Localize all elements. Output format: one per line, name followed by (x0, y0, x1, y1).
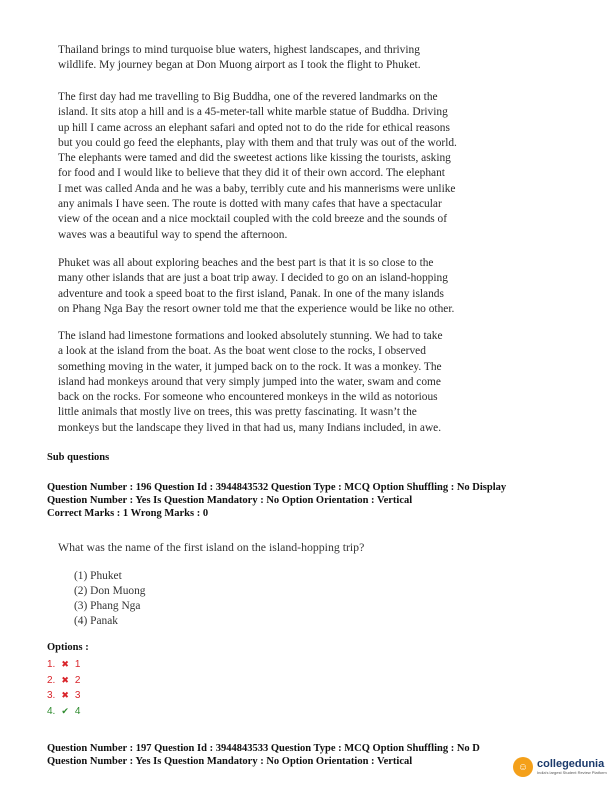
question-meta-line: Question Number : 197 Question Id : 3944843533 Question Type : MCQ Option Shuffling : No D (47, 743, 480, 754)
choice-list (74, 569, 146, 629)
passage-line: up hill I came across an elephant safari and opted not to do the ride for ethical reasons (58, 121, 450, 134)
answer-number: 1. (47, 659, 56, 670)
check-icon: ✔ (61, 705, 69, 716)
logo-name: collegedunia (537, 758, 605, 770)
cross-icon: ✖ (61, 690, 69, 700)
passage-line: The island had limestone formations and looked absolutely stunning. We had to take (58, 330, 443, 342)
passage-line: something moving in the water, it jumped back on to the rock. It was a monkey. The (58, 360, 442, 373)
choice-item: (2) Don Muong (74, 585, 146, 597)
passage-line: waves was a beautiful way to spend the afternoon. (58, 228, 288, 241)
logo-mascot-icon: ☺ (513, 757, 533, 777)
passage-paragraph-3 (58, 256, 510, 317)
answer-number: 4. (47, 705, 56, 717)
choice-item: (4) Panak (74, 615, 118, 627)
passage-line: any animals I have seen. The route is dotted with many cafes that have a spectacular (58, 198, 442, 211)
question-text: What was the name of the first island on the island-hopping trip? (58, 540, 365, 554)
passage-line: a look at the island from the boat. As the boat went close to the rocks, I observed (58, 345, 426, 358)
passage-line: but you could go feed the elephants, play with them and that truly was out of the world. (58, 136, 457, 149)
passage-paragraph-2 (58, 90, 510, 243)
answer-number: 3. (47, 690, 56, 701)
cross-icon: ✖ (61, 659, 69, 669)
question-meta-line: Question Number : 196 Question Id : 3944843532 Question Type : MCQ Option Shuffling : No Display (47, 482, 507, 493)
answer-option-correct (47, 704, 80, 720)
answer-options (47, 657, 80, 719)
passage-line: monkeys but the landscape they lived in that had us, many Indians included, in awe. (58, 421, 442, 434)
passage-line: view of the ocean and a nice mocktail coupled with the cold breeze and the sounds of (58, 213, 448, 226)
answer-value: 3 (74, 690, 81, 701)
answer-value: 4 (74, 705, 81, 717)
passage-line: island had monkeys around that very simply jumped into the water, swam and come (58, 375, 441, 388)
cross-icon: ✖ (61, 674, 69, 685)
collegedunia-logo (513, 753, 607, 781)
choice-item: (1) Phuket (74, 570, 122, 582)
passage-line: wildlife. My journey began at Don Muong airport as I took the flight to Phuket. (58, 59, 421, 72)
question-marks-line: Correct Marks : 1 Wrong Marks : 0 (47, 508, 209, 519)
passage-line: The elephants were tamed and did the sweetest actions like kissing the tourists, asking (58, 152, 451, 165)
answer-option (47, 657, 80, 673)
logo-tagline: India's largest Student Review Platform (537, 770, 607, 775)
passage-paragraph-1 (58, 43, 510, 74)
passage-line: many other islands that are just a boat trip away. I decided to go on an island-hopping (58, 272, 448, 285)
answer-value: 2 (74, 674, 81, 686)
passage-line: The first day had me travelling to Big Buddha, one of the revered landmarks on the (58, 91, 438, 103)
passage-line: little animals that mostly live on trees, this was pretty fascinating. It wasn’t the (58, 406, 417, 419)
passage-paragraph-4 (58, 329, 510, 436)
passage-line: Phuket was all about exploring beaches and the best part is that it is so close to the (58, 257, 434, 269)
sub-questions-heading: Sub questions (47, 452, 110, 463)
answer-option (47, 688, 80, 704)
passage-line: adventure and took a speed boat to the first island, Panak. In one of the many islands (58, 287, 444, 300)
question-meta-line: Question Number : Yes Is Question Mandatory : No Option Orientation : Vertical (47, 495, 413, 506)
passage-line: for food and I would like to believe that they did it of their own accord. The elephant (58, 167, 445, 180)
passage-line: Thailand brings to mind turquoise blue waters, highest landscapes, and thriving (58, 44, 420, 56)
question-meta (47, 481, 506, 520)
question-meta-line: Question Number : Yes Is Question Mandatory : No Option Orientation : Vertical (47, 756, 413, 767)
answer-number: 2. (47, 674, 56, 686)
choice-item: (3) Phang Nga (74, 600, 141, 612)
passage-line: I met was called Anda and he was a baby, terribly cute and his mannerisms were unlike (58, 182, 456, 195)
passage-line: on Phang Nga Bay the resort owner told me that the experience would be like no other. (58, 302, 455, 315)
options-heading: Options : (47, 642, 89, 653)
answer-option (47, 673, 80, 689)
answer-value: 1 (74, 659, 81, 670)
passage-line: back on the rocks. For someone who encountered monkeys in the wild as notorious (58, 391, 438, 404)
passage-line: island. It sits atop a hill and is a 45-meter-tall white marble statue of Buddha. Driving (58, 106, 448, 119)
next-question-meta (47, 742, 480, 768)
